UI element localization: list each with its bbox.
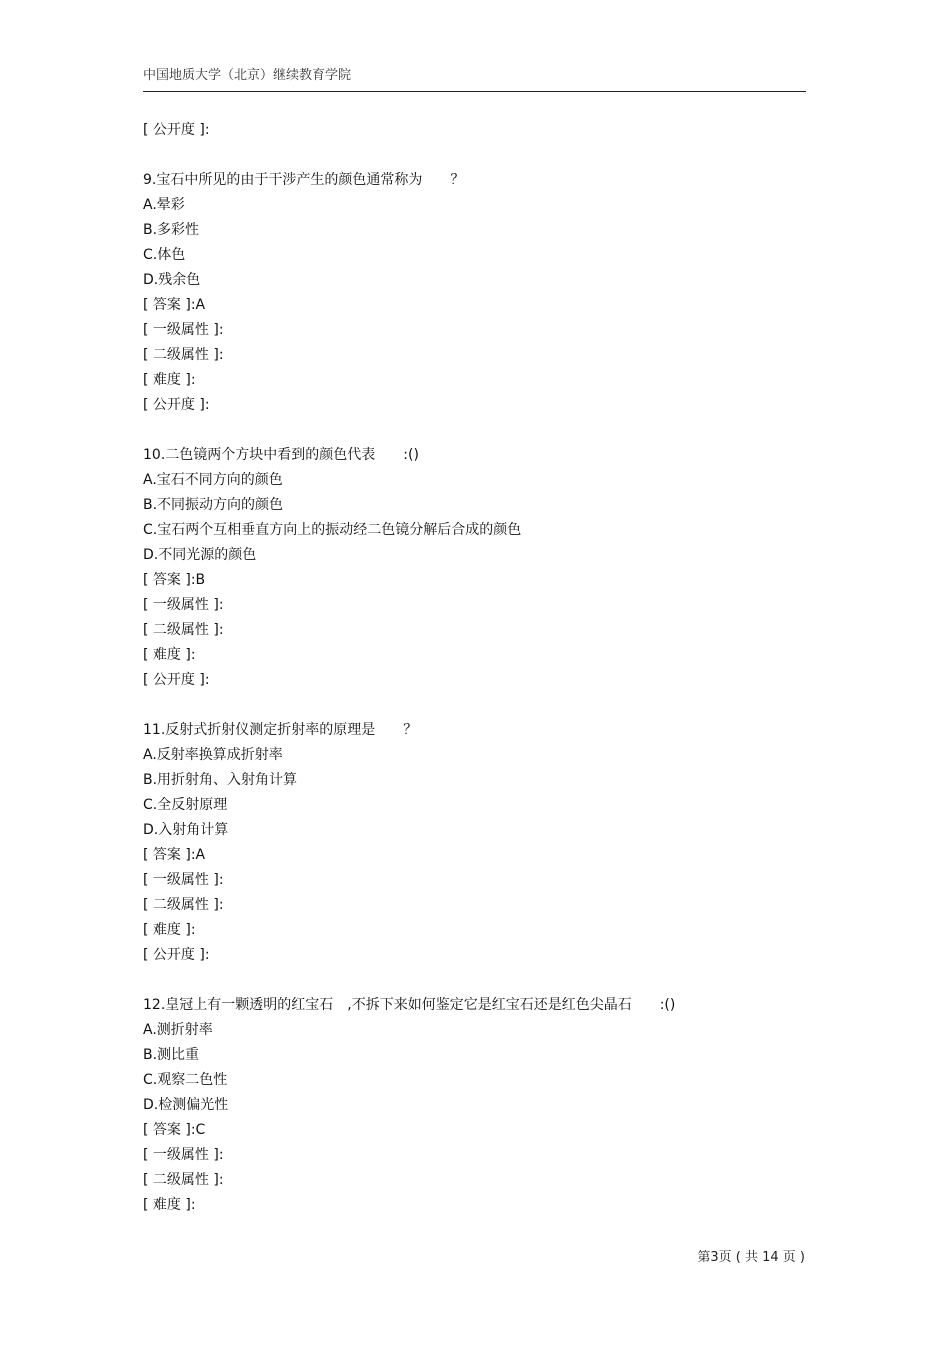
question-block (143, 168, 806, 418)
option-c: C.宝石两个互相垂直方向上的振动经二色镜分解后合成的颜色 (143, 522, 522, 538)
page-header (143, 66, 806, 92)
openness-field: [ 公开度 ]: (143, 397, 210, 413)
option-a: A.测折射率 (143, 1022, 213, 1038)
level2-attribute-field: [ 二级属性 ]: (143, 1172, 224, 1188)
spacer (143, 143, 806, 168)
question-stem: 12.皇冠上有一颗透明的红宝石 ,不拆下来如何鉴定它是红宝石还是红色尖晶石 :() (143, 997, 676, 1013)
question-stem: 9.宝石中所见的由于干涉产生的颜色通常称为 ？ (143, 172, 465, 188)
openness-field: [ 公开度 ]: (143, 122, 210, 138)
question-block (143, 993, 806, 1218)
option-b: B.测比重 (143, 1047, 200, 1063)
option-b: B.不同振动方向的颜色 (143, 497, 284, 513)
option-a: A.宝石不同方向的颜色 (143, 472, 283, 488)
page-number: 第3页 ( 共 14 页 ) (697, 1250, 805, 1265)
spacer (143, 693, 806, 718)
answer-field: [ 答案 ]:A (143, 847, 206, 863)
question-stem: 10.二色镜两个方块中看到的颜色代表 :() (143, 447, 419, 463)
answer-field: [ 答案 ]:A (143, 297, 206, 313)
option-a: A.晕彩 (143, 197, 185, 213)
level2-attribute-field: [ 二级属性 ]: (143, 622, 224, 638)
spacer (143, 968, 806, 993)
option-d: D.残余色 (143, 272, 201, 288)
option-b: B.多彩性 (143, 222, 200, 238)
option-d: D.入射角计算 (143, 822, 229, 838)
question-block (143, 718, 806, 968)
question-stem: 11.反射式折射仪测定折射率的原理是 ？ (143, 722, 418, 738)
level2-attribute-field: [ 二级属性 ]: (143, 347, 224, 363)
openness-field: [ 公开度 ]: (143, 947, 210, 963)
option-d: D.不同光源的颜色 (143, 547, 257, 563)
level1-attribute-field: [ 一级属性 ]: (143, 872, 224, 888)
difficulty-field: [ 难度 ]: (143, 372, 196, 388)
difficulty-field: [ 难度 ]: (143, 1197, 196, 1213)
openness-field: [ 公开度 ]: (143, 672, 210, 688)
difficulty-field: [ 难度 ]: (143, 647, 196, 663)
option-b: B.用折射角、入射角计算 (143, 772, 298, 788)
option-c: C.全反射原理 (143, 797, 228, 813)
level1-attribute-field: [ 一级属性 ]: (143, 1147, 224, 1163)
answer-field: [ 答案 ]:C (143, 1122, 206, 1138)
option-c: C.观察二色性 (143, 1072, 228, 1088)
level2-attribute-field: [ 二级属性 ]: (143, 897, 224, 913)
answer-field: [ 答案 ]:B (143, 572, 206, 588)
level1-attribute-field: [ 一级属性 ]: (143, 597, 224, 613)
header-title: 中国地质大学（北京）继续教育学院 (143, 68, 352, 83)
option-a: A.反射率换算成折射率 (143, 747, 283, 763)
option-d: D.检测偏光性 (143, 1097, 229, 1113)
document-content (143, 118, 806, 1218)
difficulty-field: [ 难度 ]: (143, 922, 196, 938)
level1-attribute-field: [ 一级属性 ]: (143, 322, 224, 338)
spacer (143, 418, 806, 443)
question-block (143, 443, 806, 693)
option-c: C.体色 (143, 247, 186, 263)
